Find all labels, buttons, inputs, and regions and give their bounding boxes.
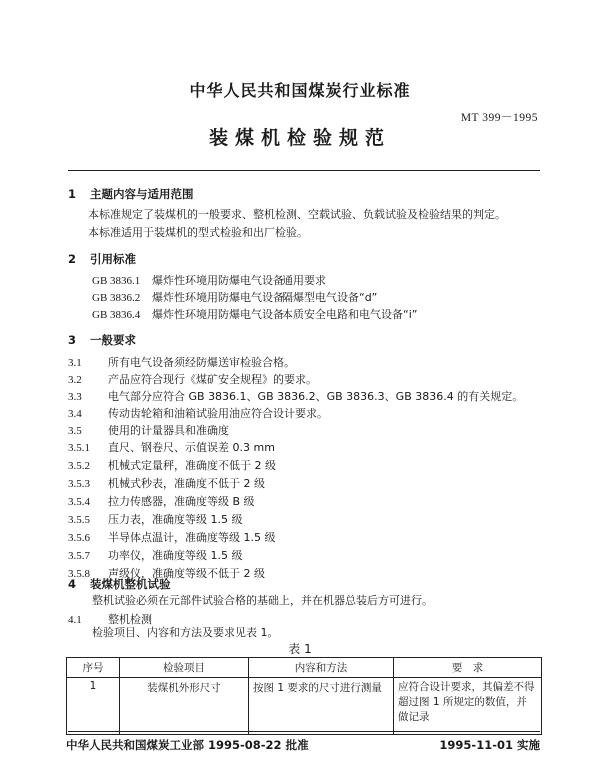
reference-name: 爆炸性环境用防爆电气设备 [152,291,284,304]
subitem-text: 压力表，准确度等级 1.5 级 [108,513,243,526]
list-item [68,405,328,421]
section-3-heading [68,332,136,348]
subsection-title: 整机检测 [108,613,152,626]
sub-list-item [68,529,276,545]
list-item [68,354,295,370]
sub-list-item [68,511,243,527]
reference-code: GB 3836.1 [92,275,141,287]
section-3-number: 3 [68,333,77,347]
effective-date: 1995-11-01 实施 [439,738,540,752]
section-2-number: 2 [68,252,77,266]
section-4-para: 整机试验必须在元部件试验合格的基础上，并在机器总装后方可进行。 [92,594,433,607]
sub-list-item [68,547,243,563]
cell-requirement: 应符合设计要求，其偏差不得超过图 1 所规定的数值，并做记录 [394,678,542,735]
item-number: 3.1 [68,357,82,369]
section-4-title: 装煤机整机试验 [90,577,171,591]
subitem-text: 功率仪，准确度等级 1.5 级 [108,549,243,562]
col-header-no: 序号 [67,658,120,678]
sub-list-item [68,439,275,455]
subitem-number: 3.5.3 [68,478,90,490]
col-header-method: 内容和方法 [249,658,394,678]
col-header-requirement: 要 求 [394,658,542,678]
reference-line [92,291,377,305]
item-number: 3.2 [68,374,82,386]
item-text: 所有电气设备须经防爆送审检验合格。 [108,356,295,369]
subitem-number: 3.5.4 [68,496,90,508]
sub-list-item [68,457,276,473]
reference-desc: 本质安全电路和电气设备“i” [282,308,418,321]
section-4-1-heading [68,611,152,627]
section-4-heading [68,576,171,592]
footer-rule [68,731,540,732]
item-number: 3.4 [68,408,82,420]
section-1-number: 1 [68,187,77,201]
subitem-number: 3.5.7 [68,550,90,562]
reference-name: 爆炸性环境用防爆电气设备 [152,308,284,321]
list-item [68,371,317,387]
cell-item: 装煤机外形尺寸 [120,678,249,735]
approval-line: 中华人民共和国煤炭工业部 1995-08-22 批准 [66,738,309,752]
section-2-heading [68,251,136,267]
item-text: 使用的计量器具和准确度 [108,424,229,437]
sub-list-item [68,493,255,509]
section-2-title: 引用标准 [90,252,136,266]
subitem-number: 3.5.2 [68,460,90,472]
reference-code: GB 3836.4 [92,309,141,321]
item-text: 产品应符合现行《煤矿安全规程》的要求。 [108,373,317,386]
subitem-text: 直尺、钢卷尺、示值误差 0.3 mm [108,441,275,454]
col-header-item: 检验项目 [120,658,249,678]
reference-line [92,274,326,288]
subitem-text: 拉力传感器，准确度等级 B 级 [108,495,255,508]
section-1-para-2: 本标准适用于装煤机的型式检验和出厂检验。 [88,226,308,239]
table-row [67,678,542,735]
subitem-text: 半导体点温计，准确度等级 1.5 级 [108,531,276,544]
list-item [68,422,229,438]
reference-desc: 隔爆型电气设备“d” [282,291,378,304]
cell-no: 1 [67,678,120,735]
subitem-text: 声级仪，准确度等级不低于 2 级 [108,567,265,580]
subitem-number: 3.5.5 [68,514,90,526]
subsection-number: 4.1 [68,614,82,626]
section-1-heading [68,186,194,202]
table-header-row [67,658,542,678]
reference-desc: 通用要求 [282,274,326,287]
table-1 [66,657,542,735]
section-3-title: 一般要求 [90,333,136,347]
subitem-text: 机械式定量秤，准确度不低于 2 级 [108,459,276,472]
subitem-number: 3.5.6 [68,532,90,544]
standard-org: 中华人民共和国煤炭行业标准 [189,81,411,100]
reference-code: GB 3836.2 [92,292,141,304]
list-item [68,388,523,404]
item-number: 3.3 [68,391,82,403]
cell-method: 按图 1 要求的尺寸进行测量 [249,678,394,735]
sub-list-item [68,475,265,491]
section-1-para-1: 本标准规定了装煤机的一般要求、整机检测、空载试验、负载试验及检验结果的判定。 [88,208,506,221]
item-text: 传动齿轮箱和油箱试验用油应符合设计要求。 [108,407,328,420]
section-4-number: 4 [68,577,77,591]
standard-number: MT 399－1995 [460,112,538,124]
subitem-number: 3.5.1 [68,442,90,454]
item-text: 电气部分应符合 GB 3836.1、GB 3836.2、GB 3836.3、GB 3836.4 的有关规定。 [108,390,524,403]
reference-name: 爆炸性环境用防爆电气设备 [152,274,284,287]
subitem-text: 机械式秒表，准确度不低于 2 级 [108,477,265,490]
reference-line [92,308,417,322]
table-caption: 表 1 [288,642,312,656]
section-4-1-para: 检验项目、内容和方法及要求见表 1。 [92,626,279,639]
header-rule [68,170,540,171]
subitem-number: 3.5.8 [68,568,90,580]
section-1-title: 主题内容与适用范围 [90,187,194,201]
item-number: 3.5 [68,425,82,437]
document-title: 装煤机检验规范 [208,127,391,149]
